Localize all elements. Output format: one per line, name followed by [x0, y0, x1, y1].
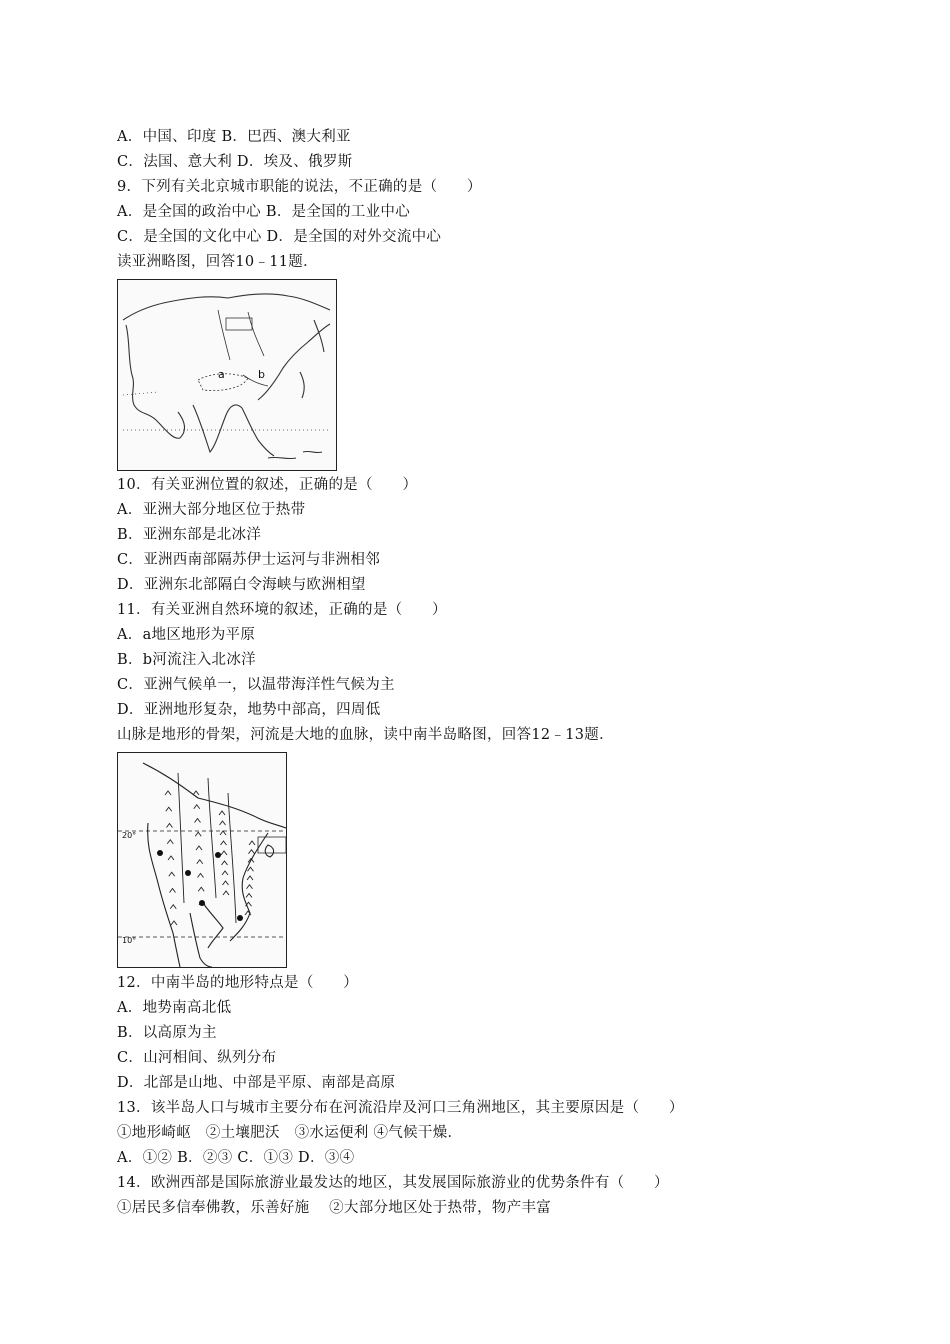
asia-map-intro: 读亚洲略图，回答10﹣11题． — [117, 254, 318, 270]
mountain-chevron — [221, 841, 227, 845]
mountain-chevron — [195, 832, 201, 836]
mountain-chevron — [169, 872, 175, 876]
q8-option-cd: C．法国、意大利 D．埃及、俄罗斯 — [117, 154, 353, 170]
q11-option-b: B．b河流注入北冰洋 — [117, 652, 256, 668]
indochina-map-drawing — [118, 753, 286, 967]
mountain-chevron — [246, 894, 252, 898]
q13-options: A．①② B．②③ C．①③ D．③④ — [117, 1150, 355, 1166]
mountain-chevron — [221, 851, 227, 855]
mountain-chevron — [166, 807, 172, 811]
asia-map-label-b: b — [258, 368, 265, 381]
mountain-chevron — [247, 885, 253, 889]
q10-stem: 10．有关亚洲位置的叙述，正确的是（ ） — [117, 477, 418, 493]
mountain-chevron — [165, 791, 171, 795]
mountain-chevron — [248, 867, 254, 871]
mountain-chevron — [247, 876, 253, 880]
indochina-lat-10: 10° — [122, 936, 137, 945]
mountain-chevron — [222, 861, 228, 865]
q8-option-ab: A．中国、印度 B．巴西、澳大利亚 — [117, 129, 351, 145]
q10-option-b: B．亚洲东部是北冰洋 — [117, 527, 262, 543]
q10-option-c: C．亚洲西南部隔苏伊士运河与非洲相邻 — [117, 552, 380, 568]
asia-map-drawing — [118, 280, 336, 470]
mountain-chevron — [198, 887, 204, 891]
mountain-chevron — [195, 819, 201, 823]
q9-option-cd: C．是全国的文化中心 D．是全国的对外交流中心 — [117, 229, 442, 245]
asia-map-label-a: a — [218, 368, 225, 381]
q12-option-d: D．北部是山地、中部是平原、南部是高原 — [117, 1075, 396, 1091]
mountain-chevron — [223, 881, 229, 885]
mountain-chevron — [249, 850, 255, 854]
q12-option-b: B．以高原为主 — [117, 1025, 217, 1041]
mountain-chevron — [193, 791, 199, 795]
q13-reasons: ①地形崎岖 ②土壤肥沃 ③水运便利 ④气候干燥． — [117, 1125, 463, 1141]
q12-option-c: C．山河相间、纵列分布 — [117, 1050, 277, 1066]
q11-stem: 11．有关亚洲自然环境的叙述，正确的是（ ） — [117, 602, 447, 618]
q10-option-a: A．亚洲大部分地区位于热带 — [117, 502, 306, 518]
indochina-map-figure — [117, 752, 287, 968]
q12-option-a: A．地势南高北低 — [117, 1000, 232, 1016]
mountain-chevron — [171, 921, 177, 925]
mountain-chevron — [196, 846, 202, 850]
mountain-chevron — [198, 874, 204, 878]
q9-stem: 9．下列有关北京城市职能的说法，不正确的是（ ） — [117, 179, 482, 195]
q10-option-d: D．亚洲东北部隔白令海峡与欧洲相望 — [117, 577, 366, 593]
mountain-chevron — [220, 831, 226, 835]
indochina-map-intro: 山脉是地形的骨架，河流是大地的血脉，读中南半岛略图，回答12﹣13题． — [117, 727, 614, 743]
q14-stem: 14．欧洲西部是国际旅游业最发达的地区，其发展国际旅游业的优势条件有（ ） — [117, 1175, 669, 1191]
mountain-chevron — [170, 889, 176, 893]
mountain-chevron — [170, 905, 176, 909]
q13-stem: 13．该半岛人口与城市主要分布在河流沿岸及河口三角洲地区，其主要原因是（ ） — [117, 1100, 684, 1116]
mountain-chevron — [167, 840, 173, 844]
mountain-chevron — [168, 856, 174, 860]
q9-option-ab: A．是全国的政治中心 B．是全国的工业中心 — [117, 204, 411, 220]
mountain-chevron — [167, 824, 173, 828]
q14-conditions: ①居民多信奉佛教，乐善好施 ②大部分地区处于热带，物产丰富 — [117, 1200, 552, 1216]
mountain-chevron — [223, 891, 229, 895]
q11-option-d: D．亚洲地形复杂，地势中部高，四周低 — [117, 702, 381, 718]
mountain-chevron — [219, 811, 225, 815]
asia-map-figure — [117, 279, 337, 471]
mountain-chevron — [220, 821, 226, 825]
indochina-lat-20: 20° — [122, 831, 137, 840]
q11-option-a: A．a地区地形为平原 — [117, 627, 256, 643]
mountain-chevron — [222, 871, 228, 875]
q11-option-c: C．亚洲气候单一，以温带海洋性气候为主 — [117, 677, 395, 693]
mountain-chevron — [249, 841, 255, 845]
mountain-chevron — [194, 805, 200, 809]
mountain-chevron — [197, 860, 203, 864]
q12-stem: 12．中南半岛的地形特点是（ ） — [117, 975, 359, 991]
